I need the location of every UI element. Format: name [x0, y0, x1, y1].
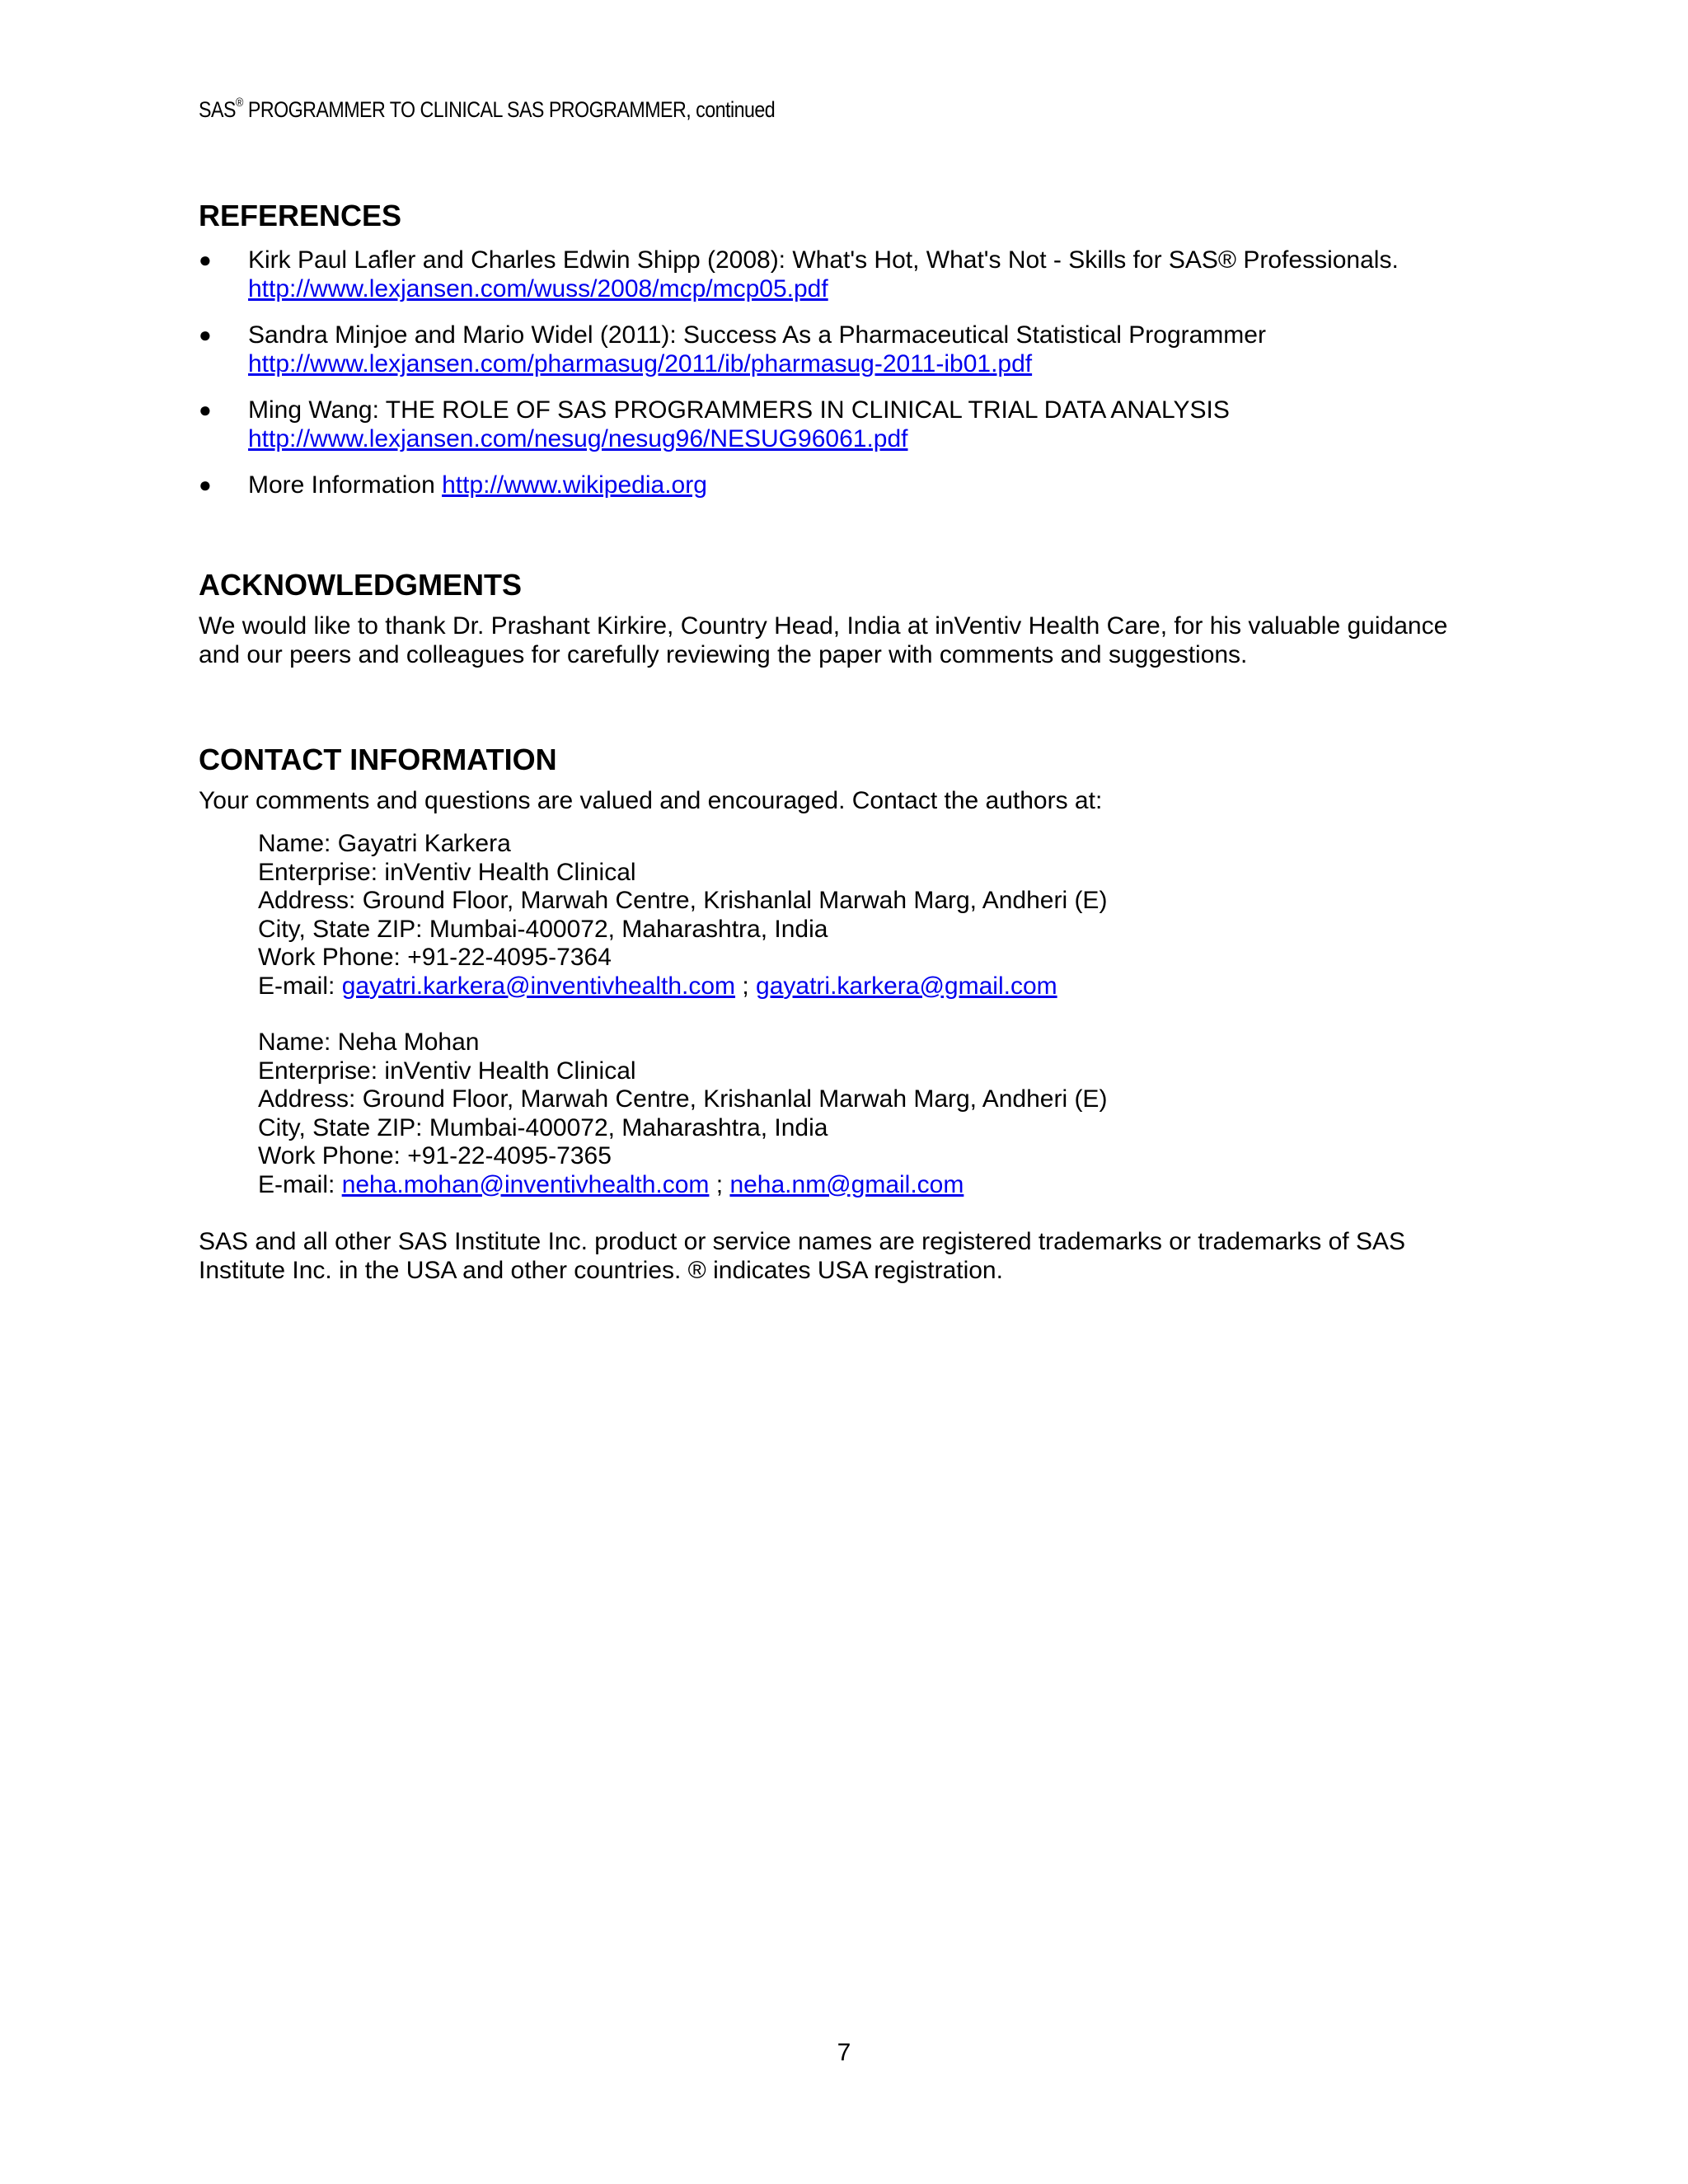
page-number: 7 [837, 2039, 851, 2066]
contact-intro: Your comments and questions are valued and encouraged. Contact the authors at: [199, 787, 1103, 814]
bullet-icon: ● [199, 322, 212, 347]
author-contact-block [199, 1029, 1484, 1199]
reference-text: Sandra Minjoe and Mario Widel (2011): Success As a Pharmaceutical Statistical Programmer [248, 321, 1266, 349]
email-label: E-mail: [258, 1170, 342, 1198]
email-link-primary[interactable]: neha.mohan@inventivhealth.com [341, 1170, 710, 1198]
author-email-line [258, 972, 1484, 1001]
author-phone: Work Phone: +91-22-4095-7364 [258, 944, 612, 971]
author-enterprise: Enterprise: inVentiv Health Clinical [258, 858, 636, 886]
author-city: City, State ZIP: Mumbai-400072, Maharashtra, India [258, 915, 828, 943]
author-email-line [258, 1171, 1484, 1200]
contact-section [199, 742, 1484, 1285]
bullet-icon: ● [199, 472, 212, 497]
contact-heading: CONTACT INFORMATION [199, 743, 557, 776]
email-link-secondary[interactable]: gayatri.karkera@gmail.com [756, 972, 1057, 1000]
author-enterprise: Enterprise: inVentiv Health Clinical [258, 1057, 636, 1085]
reference-link[interactable]: http://www.lexjansen.com/nesug/nesug96/NESUG96061.pdf [248, 425, 908, 452]
header-title: PROGRAMMER TO CLINICAL SAS PROGRAMMER, continued [242, 97, 776, 122]
references-section [199, 198, 1484, 499]
acknowledgments-heading: ACKNOWLEDGMENTS [199, 568, 522, 602]
references-heading: REFERENCES [199, 199, 402, 232]
reference-item [199, 471, 1484, 499]
running-header [199, 97, 775, 123]
header-prefix: SAS [199, 97, 236, 122]
email-label: E-mail: [258, 972, 342, 1000]
reference-item [199, 246, 1484, 303]
reference-text: Kirk Paul Lafler and Charles Edwin Shipp (2008): What's Hot, What's Not - Skills for SAS® Professionals. [248, 246, 1399, 274]
reference-item [199, 321, 1484, 378]
references-list [199, 246, 1484, 499]
author-name: Name: Gayatri Karkera [258, 830, 511, 857]
main-content [199, 198, 1484, 1285]
reference-link-wikipedia[interactable]: http://www.wikipedia.org [442, 471, 707, 499]
author-contact-block [199, 830, 1484, 1001]
email-link-primary[interactable]: gayatri.karkera@inventivhealth.com [341, 972, 736, 1000]
reference-text: Ming Wang: THE ROLE OF SAS PROGRAMMERS IN CLINICAL TRIAL DATA ANALYSIS [248, 396, 1230, 424]
bullet-icon: ● [199, 397, 212, 422]
header-registered-mark: ® [235, 96, 243, 110]
author-address: Address: Ground Floor, Marwah Centre, Krishanlal Marwah Marg, Andheri (E) [258, 887, 1108, 914]
author-phone: Work Phone: +91-22-4095-7365 [258, 1142, 612, 1169]
email-separator: ; [709, 1170, 730, 1198]
reference-link[interactable]: http://www.lexjansen.com/pharmasug/2011/ib/pharmasug-2011-ib01.pdf [248, 350, 1033, 377]
reference-item [199, 396, 1484, 453]
acknowledgments-section [199, 567, 1484, 669]
email-separator: ; [735, 972, 757, 1000]
author-name: Name: Neha Mohan [258, 1029, 480, 1056]
author-address: Address: Ground Floor, Marwah Centre, Krishanlal Marwah Marg, Andheri (E) [258, 1085, 1108, 1113]
acknowledgments-text: We would like to thank Dr. Prashant Kirkire, Country Head, India at inVentiv Health Care, for his valuable guidance and our peers and colleagues for carefully reviewing the paper with comments and suggestions. [199, 612, 1448, 668]
bullet-icon: ● [199, 247, 212, 272]
trademark-notice: SAS and all other SAS Institute Inc. product or service names are registered trademarks or trademarks of SAS Institute Inc. in the USA and other countries. ® indicates USA registration. [199, 1228, 1405, 1284]
author-city: City, State ZIP: Mumbai-400072, Maharashtra, India [258, 1113, 828, 1141]
email-link-secondary[interactable]: neha.nm@gmail.com [729, 1170, 964, 1198]
reference-link[interactable]: http://www.lexjansen.com/wuss/2008/mcp/mcp05.pdf [248, 275, 828, 302]
reference-text: More Information [248, 471, 443, 499]
